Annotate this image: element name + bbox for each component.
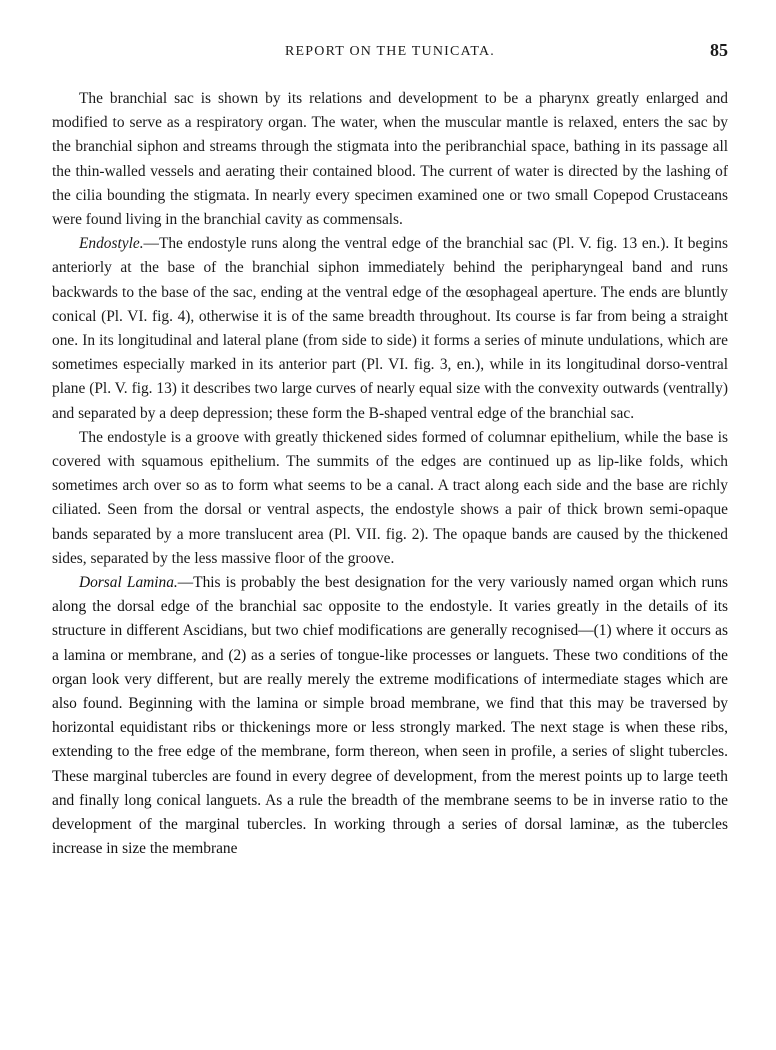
paragraph-text: —The endostyle runs along the ventral edge of the branchial sac (Pl. V. fig. 13 en.). It begins anteriorly at the base of the branchial siphon immediately behind the peripharyngeal band and runs backwards to the base of the sac, ending at the ventral edge of the œsophageal aperture. The ends are bluntly conical (Pl. VI. fig. 4), otherwise it is of the same breadth throughout. Its course is far from being a straight one. In its longitudinal and lateral plane (from side to side) it forms a series of minute undulations, which are sometimes especially marked in its anterior part (Pl. VI. fig. 3, en.), while in its longitudinal dorso-ventral plane (Pl. V. fig. 13) it describes two large curves of nearly equal size with the convexity outwards (ventrally) and separated by a deep depression; these form the B-shaped ventral edge of the branchial sac. — [52, 235, 728, 422]
body-text — [52, 87, 728, 862]
section-heading-endostyle: Endostyle. — [79, 235, 144, 253]
paragraph-text: —This is probably the best designation for the very variously named organ which runs along the dorsal edge of the branchial sac opposite to the endostyle. It varies greatly in the details of its structure in different Ascidians, but two chief modifications are generally recognised—(1) where it occurs as a lamina or membrane, and (2) as a series of tongue-like processes or languets. These two conditions of the organ look very different, but are really merely the extreme modifications of intermediate stages which are also found. Beginning with the lamina or simple broad membrane, we find that this may be traversed by horizontal equidistant ribs or thickenings more or less strongly marked. The next stage is when these ribs, extending to the free edge of the membrane, form thereon, when seen in profile, a series of slight tubercles. These marginal tubercles are found in every degree of development, from the merest points up to large teeth and finally long conical languets. As a rule the breadth of the membrane seems to be in inverse ratio to the development of the marginal tubercles. In working through a series of dorsal laminæ, as the tubercles increase in size the membrane — [52, 574, 728, 858]
paragraph-endostyle-structure — [52, 426, 728, 571]
running-header — [52, 38, 728, 64]
running-title: REPORT ON THE TUNICATA. — [285, 44, 495, 59]
page-number: 85 — [710, 40, 728, 60]
paragraph-text: The endostyle is a groove with greatly thickened sides formed of columnar epithelium, while the base is covered with squamous epithelium. The summits of the edges are continued up as lip-like folds, which sometimes arch over so as to form what seems to be a canal. A tract along each side and the base are richly ciliated. Seen from the dorsal or ventral aspects, the endostyle shows a pair of thick brown semi-opaque bands separated by a more translucent area (Pl. VII. fig. 2). The opaque bands are caused by the thickened sides, separated by the less massive floor of the groove. — [52, 428, 728, 567]
paragraph-branchial-sac — [52, 87, 728, 232]
paragraph-endostyle — [52, 232, 728, 426]
paragraph-dorsal-lamina — [52, 571, 728, 861]
paragraph-text: The branchial sac is shown by its relations and development to be a pharynx greatly enlarged and modified to serve as a respiratory organ. The water, when the muscular mantle is relaxed, enters the sac by the branchial siphon and streams through the stigmata into the peribranchial space, bathing in its passage all the thin-walled vessels and aerating their contained blood. The current of water is directed by the lashing of the cilia bounding the stigmata. In nearly every specimen examined one or two small Copepod Crustaceans were found living in the branchial cavity as commensals. — [52, 90, 728, 229]
section-heading-dorsal-lamina: Dorsal Lamina. — [79, 574, 178, 592]
